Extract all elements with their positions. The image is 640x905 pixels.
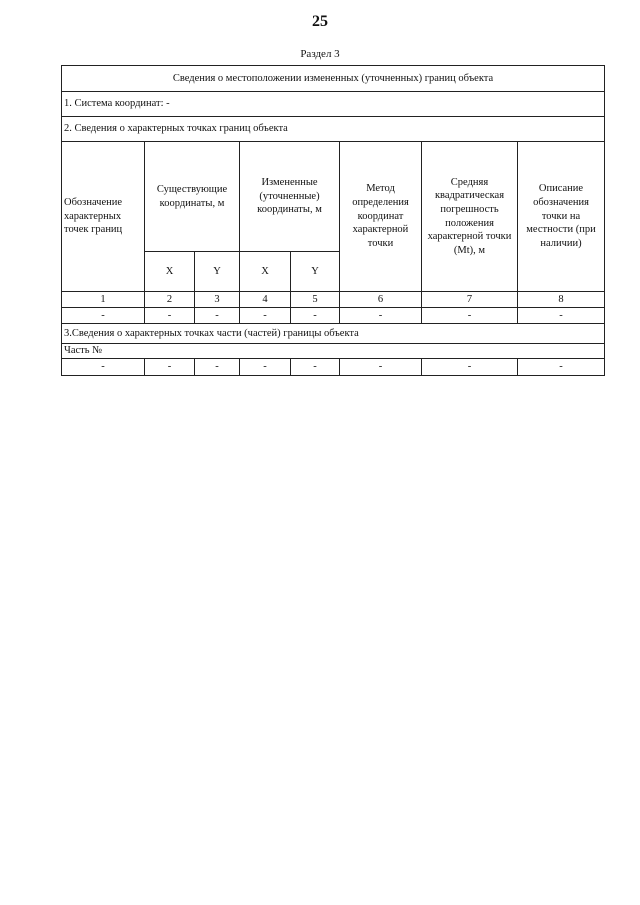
- column-number: 3: [195, 292, 240, 308]
- table-row: [62, 359, 605, 376]
- table-cell: -: [422, 359, 518, 376]
- table-cell: -: [145, 359, 195, 376]
- header-changed-x: X: [240, 252, 291, 292]
- table-cell: -: [62, 359, 145, 376]
- header-description: Описание обозначения точки на местности (при наличии): [518, 142, 605, 292]
- table-cell: -: [195, 359, 240, 376]
- part-label: Часть №: [62, 344, 605, 359]
- boundary-table: [61, 65, 605, 376]
- coordinate-system: 1. Система координат: -: [62, 92, 605, 117]
- header-designation: Обозначение характерных точек границ: [62, 142, 145, 292]
- table-cell: -: [340, 359, 422, 376]
- header-existing-x: X: [145, 252, 195, 292]
- section-label: Раздел 3: [300, 48, 340, 60]
- header-existing-y: Y: [195, 252, 240, 292]
- points-heading: 2. Сведения о характерных точках границ объекта: [62, 117, 605, 142]
- table-cell: -: [518, 359, 605, 376]
- column-number: 4: [240, 292, 291, 308]
- table-cell: -: [145, 308, 195, 324]
- table-cell: -: [195, 308, 240, 324]
- column-numbers-row: [62, 292, 605, 308]
- table-cell: -: [518, 308, 605, 324]
- column-number: 6: [340, 292, 422, 308]
- column-number: 7: [422, 292, 518, 308]
- table-cell: -: [291, 308, 340, 324]
- table-cell: -: [340, 308, 422, 324]
- table-cell: -: [62, 308, 145, 324]
- column-number: 5: [291, 292, 340, 308]
- column-number: 1: [62, 292, 145, 308]
- header-existing-coords: Существующие координаты, м: [145, 142, 240, 252]
- table-cell: -: [291, 359, 340, 376]
- column-number: 8: [518, 292, 605, 308]
- column-number: 2: [145, 292, 195, 308]
- page-number: 25: [312, 13, 328, 30]
- header-mean-error: Средняя квадратическая погрешность положения характерной точки (Mt), м: [422, 142, 518, 292]
- parts-heading: 3.Сведения о характерных точках части (частей) границы объекта: [62, 324, 605, 344]
- header-changed-y: Y: [291, 252, 340, 292]
- table-cell: -: [240, 308, 291, 324]
- table-cell: -: [422, 308, 518, 324]
- header-changed-coords: Измененные (уточненные) координаты, м: [240, 142, 340, 252]
- table-title: Сведения о местоположении измененных (уточненных) границ объекта: [62, 66, 605, 92]
- header-method: Метод определения координат характерной точки: [340, 142, 422, 292]
- table-cell: -: [240, 359, 291, 376]
- table-row: [62, 308, 605, 324]
